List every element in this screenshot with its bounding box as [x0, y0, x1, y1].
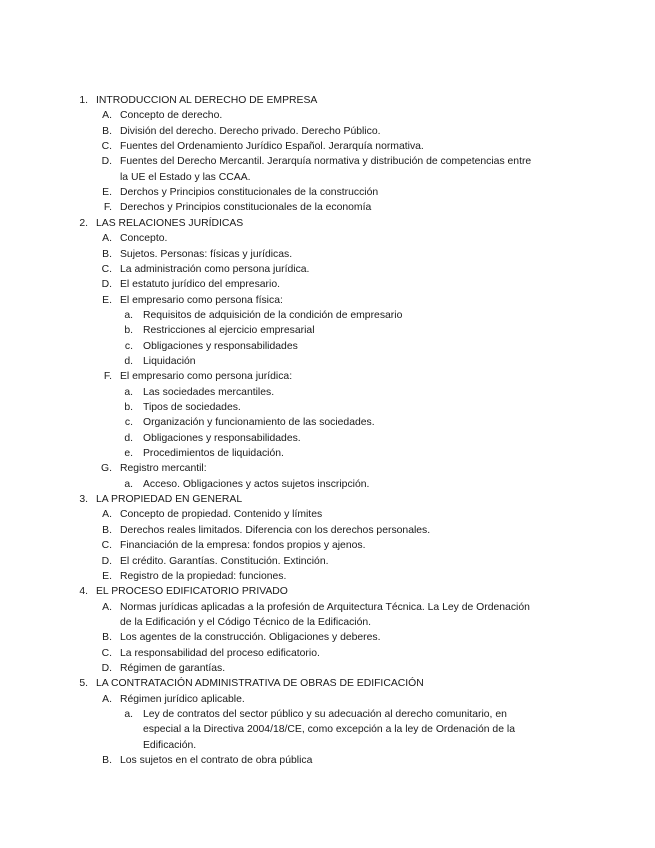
list-marker: 2. [79, 217, 88, 229]
list-text: INTRODUCCION AL DERECHO DE EMPRESA [96, 95, 318, 106]
list-marker: 4. [79, 586, 88, 598]
list-marker: B. [102, 524, 112, 536]
list-marker: C. [101, 540, 112, 552]
list-text: Liquidación [143, 355, 196, 367]
list-text: Tipos de sociedades. [143, 402, 241, 413]
list-marker: E. [102, 187, 112, 199]
list-text: Obligaciones y responsabilidades [143, 340, 298, 352]
list-marker: b. [124, 325, 133, 337]
list-text: LAS RELACIONES JURÍDICAS [96, 217, 244, 229]
list-text: Obligaciones y responsabilidades. [143, 432, 301, 444]
list-marker: b. [124, 402, 133, 413]
list-text: Edificación. [143, 739, 197, 751]
list-text: EL PROCESO EDIFICATORIO PRIVADO [96, 586, 288, 598]
list-marker: d. [124, 355, 133, 367]
list-text: La administración como persona jurídica. [120, 263, 310, 275]
list-marker: F. [103, 202, 112, 214]
list-text: El estatuto jurídico del empresario. [120, 279, 280, 291]
list-text: Derchos y Principios constitucionales de la construcción [120, 187, 379, 199]
list-marker: a. [124, 478, 133, 490]
list-text: Registro mercantil: [120, 463, 207, 475]
list-marker: B. [102, 755, 112, 766]
list-marker: F. [103, 371, 112, 383]
list-text: Restricciones al ejercicio empresarial [143, 325, 315, 337]
list-text: LA CONTRATACIÓN ADMINISTRATIVA DE OBRAS DE EDIFICACIÓN [96, 678, 424, 690]
list-marker: 3. [79, 494, 88, 506]
list-marker: c. [124, 340, 133, 352]
list-text: Fuentes del Ordenamiento Jurídico Español. Jerarquía normativa. [120, 141, 424, 153]
list-text: Las sociedades mercantiles. [143, 386, 275, 398]
list-marker: C. [101, 647, 112, 659]
list-text: Organización y funcionamiento de las sociedades. [143, 417, 375, 429]
list-marker: A. [102, 601, 112, 613]
list-text: Concepto de propiedad. Contenido y límites [120, 509, 323, 521]
list-marker: C. [101, 141, 112, 153]
list-marker: B. [102, 248, 112, 260]
list-marker: a. [124, 309, 133, 321]
list-marker: 5. [79, 678, 88, 690]
list-text: División del derecho. Derecho privado. Derecho Público. [120, 125, 381, 137]
list-text: El empresario como persona jurídica: [120, 371, 293, 383]
list-marker: a. [124, 386, 133, 398]
list-marker: D. [101, 662, 112, 674]
list-marker: c. [124, 417, 133, 429]
list-marker: C. [101, 263, 112, 275]
list-marker: D. [101, 555, 112, 567]
list-marker: D. [101, 279, 112, 291]
list-marker: E. [102, 294, 112, 306]
list-marker: B. [102, 632, 112, 644]
list-text: Régimen de garantías. [120, 662, 226, 674]
list-text: Ley de contratos del sector público y su adecuación al derecho comunitario, en [143, 709, 507, 720]
list-text: Los sujetos en el contrato de obra pública [120, 755, 313, 766]
list-marker: G. [101, 463, 112, 475]
list-text: Procedimientos de liquidación. [143, 448, 284, 460]
list-marker: e. [124, 448, 133, 460]
list-marker: A. [102, 693, 112, 705]
list-text: Fuentes del Derecho Mercantil. Jerarquía normativa y distribución de competencias entre [120, 156, 532, 168]
list-text: Requisitos de adquisición de la condición de empresario [143, 309, 403, 321]
list-marker: A. [102, 110, 112, 122]
list-text: Régimen jurídico aplicable. [120, 693, 245, 705]
list-text: Los agentes de la construcción. Obligaciones y deberes. [120, 632, 381, 644]
list-text: El crédito. Garantías. Constitución. Extinción. [120, 555, 329, 567]
list-marker: B. [102, 125, 112, 137]
list-text: de la Edificación y el Código Técnico de la Edificación. [120, 616, 372, 628]
list-text: La responsabilidad del proceso edificatorio. [120, 647, 320, 659]
list-marker: E. [102, 570, 112, 582]
list-text: LA PROPIEDAD EN GENERAL [96, 494, 243, 506]
list-text: la UE el Estado y las CCAA. [120, 171, 251, 183]
list-marker: a. [124, 709, 133, 720]
list-text: Sujetos. Personas: físicas y jurídicas. [120, 248, 293, 260]
list-text: Financiación de la empresa: fondos propios y ajenos. [120, 540, 366, 552]
list-text: Acceso. Obligaciones y actos sujetos inscripción. [143, 478, 370, 490]
list-marker: D. [101, 156, 112, 168]
list-text: Derechos y Principios constitucionales de la economía [120, 202, 372, 214]
list-text: Concepto de derecho. [120, 110, 223, 122]
list-text: El empresario como persona física: [120, 294, 283, 306]
list-text: Concepto. [120, 233, 168, 245]
list-text: especial a la Directiva 2004/18/CE, como excepción a la ley de Ordenación de la [143, 724, 515, 736]
list-text: Registro de la propiedad: funciones. [120, 570, 287, 582]
list-text: Normas jurídicas aplicadas a la profesión de Arquitectura Técnica. La Ley de Ordenación [120, 601, 530, 613]
list-marker: A. [102, 509, 112, 521]
list-marker: 1. [79, 95, 88, 106]
list-marker: A. [102, 233, 112, 245]
list-text: Derechos reales limitados. Diferencia con los derechos personales. [120, 524, 431, 536]
list-marker: d. [124, 432, 133, 444]
